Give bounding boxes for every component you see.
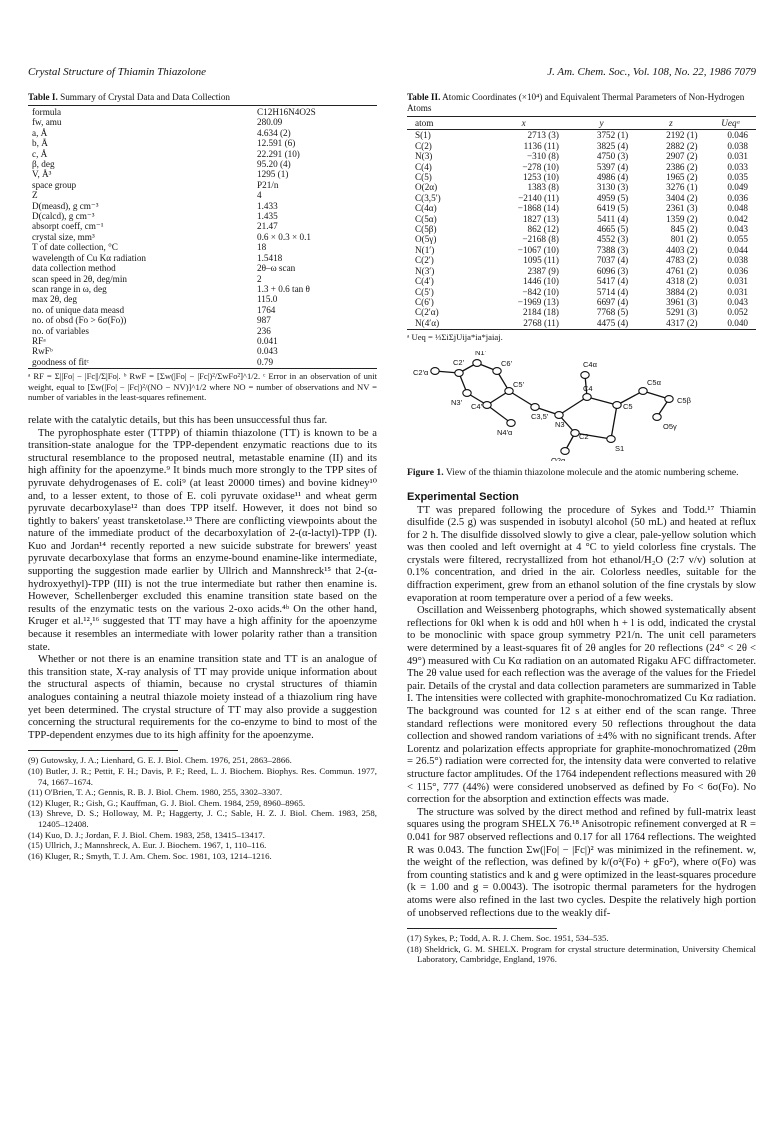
table2-row [407, 162, 756, 172]
table2-cell: 862 (12) [527, 224, 559, 235]
table2-cell: 801 (2) [670, 234, 698, 245]
table2-cell: 2387 (9) [527, 265, 559, 276]
footnote-rule-right [407, 928, 557, 929]
table1-row [28, 128, 377, 138]
table2-cell: 3825 (4) [596, 140, 629, 151]
table1-param: β, deg [32, 159, 55, 170]
table2-cell: 2907 (2) [666, 151, 698, 162]
reference-entry: (14) Kuo, D. J.; Jordan, F. J. Biol. Chem. 1983, 258, 13415–13417. [28, 829, 265, 840]
table2-cell: 0.055 [727, 234, 748, 245]
reference-entry: (13) Shreve, D. S.; Holloway, M. P.; Haggerty, J. C.; Sable, H. Z. J. Biol. Chem. 1983, 258, 12405–12408. [28, 808, 377, 829]
table2-header: Ueqᵃ [706, 117, 756, 130]
table2-cell: 7768 (5) [596, 307, 629, 318]
atom-label: C5' [513, 379, 525, 389]
table2-cell: 845 (2) [670, 224, 698, 235]
figure1-text: View of the thiamin thiazolone molecule and the atomic numbering scheme. [445, 466, 739, 478]
table2-row [407, 297, 756, 307]
table1-param: scan speed in 2θ, deg/min [32, 273, 127, 284]
atom-label: N4'α [497, 427, 513, 437]
atom-ellipse [507, 419, 515, 426]
table2-cell: 3276 (1) [666, 182, 698, 193]
table1-row [28, 284, 377, 294]
footnote-rule [28, 750, 178, 751]
table2-header: atom [407, 117, 480, 130]
table1-value: C12H16N4O2S [257, 107, 316, 117]
table1-value: 4 [257, 190, 262, 201]
right-references [407, 933, 756, 965]
table2-caption [407, 92, 756, 114]
table2-cell: 4317 (2) [666, 317, 698, 328]
table2-cell: 1446 (10) [522, 276, 559, 287]
table1-value: 0.6 × 0.3 × 0.1 [257, 231, 312, 242]
table1-value: 2θ–ω scan [257, 263, 296, 274]
table1-param: fw, amu [32, 117, 62, 128]
table1-value: 1.433 [257, 200, 278, 211]
table1-title: Summary of Crystal Data and Data Collection [60, 92, 231, 102]
table2-cell: 0.033 [727, 161, 748, 172]
experimental-paragraph-1: TT was prepared following the procedure of Sykes and Todd.¹⁷ Thiamin disulfide (2.5 g) was suspended in isobutyl alcohol (50 mL) and heated at reflux for 2 h. The disulfide dissolved slowly to give a clear, pale-yellow solution which was then cooled and left overnight at 4 °C to yield colorless fine crystals. The crystals were filtered, recrystallized from hot ethanol/H₂O (2:7 v/v) solution at 0.1% concentration, and dried in the air. Colorless needles, suitable for the diffraction experiment, grew from an ethanol solution of the fine crystals by slow evaporation at room temperature over a period of a few weeks. [407, 504, 756, 604]
table2-cell: −842 (10) [522, 286, 559, 297]
table1-row [28, 253, 377, 263]
table2-row [407, 203, 756, 213]
table1-value: 22.291 (10) [257, 148, 300, 159]
table1-row [28, 242, 377, 252]
table2-cell: −1969 (13) [517, 296, 559, 307]
atom-label: C5β [677, 395, 691, 405]
table2-cell: −1067 (10) [517, 244, 559, 255]
atom-ellipse [473, 359, 481, 366]
figure1-caption [407, 467, 756, 479]
table1-row [28, 326, 377, 336]
table1-param: D(measd), g cm⁻³ [32, 200, 99, 211]
table1-value: 0.043 [257, 346, 278, 357]
table2-footnote: ᵃ Ueq = ⅓ΣiΣjUija*ia*jaiaj. [407, 332, 503, 343]
table2-atom: N(1′) [415, 244, 435, 255]
table1-param: c, Å [32, 148, 48, 159]
table1-value: 4.634 (2) [257, 127, 291, 138]
molecule-figure [407, 351, 756, 461]
table1 [28, 105, 377, 369]
left-paragraph-2: The pyrophosphate ester (TTPP) of thiamin thiazolone (TT) is known to be a transition-state analogue for the TPP-dependent enzymatic reactions due to its structural resemblance to the proposed neutral, metastable enamine (II) and its high affinity for the apoenzyme.⁹ It binds much more strongly to the TPP sites of pyruvate dehydrogenases of E. coli⁹ (at least 20000 times) and bovine kidney¹⁰ and, to a lesser extent, to those of E. coli pyruvate oxidase¹¹ and wheat germ pyruvate decarboxylase¹² than does TPP itself. However, it does not bind so tightly to bakers' yeast transketolase.¹³ There are conflicting viewpoints about the nature of the immediate product of the decarboxylation of 2-(α-lactyl)-TPP (I). Kuo and Jordan¹⁴ recently reported a new suicide substrate for brewers' yeast pyruvate decarboxylase that forms an enzyme-bound enamine-like intermediate, supporting the suggestion made earlier by Ullrich and Mannshreck¹⁵ that 2-(α-hydroxyethyl)-TPP (III) is not the true intermediate but rather then enamine is. However, Schellenberger excluded this enamine transition state based on the results of the enzymatic tests on the various 2-oxo acids.⁴ᵇ On the other hand, Kruger et al.¹²,¹⁶ suggested that TT may have a high affinity for the apoenzyme because it resembles an intermediate with lower polarity rather than a transition state. [28, 427, 377, 653]
table2-cell: 1965 (2) [666, 172, 698, 183]
atom-ellipse [531, 403, 539, 410]
table2-cell: 0.031 [727, 286, 748, 297]
left-paragraph-3: Whether or not there is an enamine transition state and TT is an analogue of this transition state, X-ray analysis of TT may provide unique information about the structural aspects of thiamin, because no crystal structures of thiamin analogues containing a neutral thiazole moiety instead of a thiazolium ring have yet been determined. The crystal structure of TT may also provide a suggestion concerning the structural requirements for the co-enzyme to bind to most of the TPP-dependent enzymes due to its high affinity for the apoenzyme. [28, 654, 377, 741]
atom-label: C5 [623, 401, 633, 411]
table1-row [28, 180, 377, 190]
table2-cell: 5411 (4) [597, 213, 629, 224]
table2-row [407, 151, 756, 161]
table2-cell: −1868 (14) [517, 203, 559, 214]
table1-value: 18 [257, 242, 267, 253]
table1-param: max 2θ, deg [32, 294, 77, 305]
table1-row [28, 232, 377, 242]
atom-label: C4' [471, 401, 483, 411]
table2-cell: 0.038 [727, 140, 748, 151]
table1-param: RwFᵇ [32, 346, 53, 357]
table2-atom: C(4) [415, 161, 432, 172]
atom-ellipse [555, 411, 563, 418]
atom-label: C2'α [413, 367, 429, 377]
table2-atom: N(3′) [415, 265, 435, 276]
table2-cell: 0.040 [727, 317, 748, 328]
table2-row [407, 141, 756, 151]
table2-atom: C(4′) [415, 276, 434, 287]
table1-row [28, 263, 377, 273]
experimental-paragraph-2: Oscillation and Weissenberg photographs, which showed systematically absent reflections for 0kl when k is odd and h0l when h + l is odd, indicated the crystal to be monoclinic with space group symmetry P21/n. The unit cell parameters were determined by a least-squares fit of 2θ angles for 20 reflections (24° < 2θ < 49°) measured with Cu Kα radiation on an automated Rigaku AFC diffractometer. The 2θ value used for each reflection was the average of the values for the Friedel pair. Details of the crystal and data collection parameters are summarized in Table I. The intensities were collected with graphite-monochromatized Cu Kα radiation. The background was counted for 12 s at either end of the scan range. Three standard reflections were monitored every 50 reflections throughout the data collection and showed random variations of ±4% with no significant trends. After Lorentz and polarization effects appropriate for graphite-monochromatized (2θm = 26.5°) radiation were corrected for, the intensity data were converted to relative structure factor amplitudes. Of the 1764 independent reflections measured with 2θ < 115°, 777 (44%) were considered unobserved as defined by Fo < 6σ(Fo). No correction for the absorption and extinction effects was made. [407, 605, 756, 806]
table2-cell: 5714 (4) [596, 286, 629, 297]
table2-cell: 4986 (4) [596, 172, 629, 183]
reference-entry: (18) Sheldrick, G. M. SHELX. Program for crystal structure determination, University Chemical Laboratory, Cambridge, England, 1976. [407, 943, 756, 965]
table1-row [28, 159, 377, 169]
table2-cell: 0.052 [727, 307, 748, 318]
table2-header: y [567, 117, 636, 130]
table1-value: 1.5418 [257, 252, 283, 263]
table2-cell: 0.043 [727, 224, 748, 235]
table1-row [28, 117, 377, 127]
table2-cell: −2168 (8) [522, 234, 559, 245]
table2-cell: 6096 (3) [596, 265, 629, 276]
atom-ellipse [455, 369, 463, 376]
table1-row [28, 201, 377, 211]
table1-param: no. of variables [32, 325, 89, 336]
table2-cell: 0.031 [727, 276, 748, 287]
table2-cell: 1359 (2) [666, 213, 698, 224]
table1-value: 95.20 (4) [257, 159, 291, 170]
bond [487, 405, 511, 423]
atom-ellipse [431, 367, 439, 374]
table1-label: Table I. [28, 92, 58, 102]
table1-row [28, 211, 377, 221]
experimental-paragraph-3: The structure was solved by the direct method and refined by full-matrix least squares using the program SHELX 76.¹⁸ Anisotropic refinement converged at R = 0.041 for 987 observed reflections and 0.17 for all 1764 reflections. The weighted R was 0.043. The function Σw(|Fo| − |Fc|)² was minimized in the refinement. w, the weight of the reflection, was defined by k/(σ²(Fo) + gFo²), where σ(Fo) was from counting statistics and k and g were optimized in the least-squares procedure (k = 1.00 and g = 0.0043). The isotropic thermal parameters for the hydrogen atoms were also refined in the last two cycles. Despite the relatively high portion of unobserved reflections due to the weakly dif- [407, 806, 756, 919]
table1-value: 12.591 (6) [257, 138, 296, 149]
reference-entry: (17) Sykes, P.; Todd, A. R. J. Chem. Soc. 1951, 534–535. [407, 933, 609, 944]
reference-entry: (12) Kluger, R.; Gish, G.; Kauffman, G. J. Biol. Chem. 1984, 259, 8960–8965. [28, 797, 306, 808]
table2-header: z [636, 117, 705, 130]
table1-param: wavelength of Cu Kα radiation [32, 252, 147, 263]
atom-label: C2 [579, 431, 589, 441]
table1-row [28, 346, 377, 356]
table1-row [28, 221, 377, 231]
table1-param: a, Å [32, 127, 48, 138]
table1-param: goodness of fitᶜ [32, 356, 89, 367]
table2-row [407, 214, 756, 224]
atom-ellipse [607, 435, 615, 442]
table1-row [28, 336, 377, 346]
atom-label: S1 [615, 443, 625, 453]
table2-cell: 7037 (4) [596, 255, 629, 266]
table1-row [28, 294, 377, 304]
table2-cell: 0.035 [727, 172, 748, 183]
table2-row [407, 307, 756, 317]
table1-value: 2 [257, 273, 262, 284]
left-references [28, 755, 377, 861]
reference-entry: (16) Kluger, R.; Smyth, T. J. Am. Chem. Soc. 1981, 103, 1214–1216. [28, 850, 272, 861]
table2-atom: C(5α) [415, 213, 437, 224]
reference-entry: (10) Butler, J. R.; Pettit, F. H.; Davis, P. F.; Reed, L. J. Biochem. Biophys. Res. Commun. 1977, 74, 1667–1674. [28, 765, 377, 787]
table2-cell: −278 (10) [522, 161, 559, 172]
table2-cell: 0.046 [727, 130, 748, 141]
reference-entry: (9) Gutowsky, J. A.; Lienhard, G. E. J. Biol. Chem. 1976, 251, 2863–2866. [28, 755, 292, 766]
bond [559, 397, 587, 415]
running-header-journal: J. Am. Chem. Soc., Vol. 108, No. 22, 1986 7079 [547, 66, 756, 78]
table2-atom: C(3,5′) [415, 192, 441, 203]
table2-row [407, 287, 756, 297]
atom-ellipse [583, 393, 591, 400]
table2-cell: 4552 (3) [596, 234, 629, 245]
bond [611, 405, 617, 439]
table1-row [28, 138, 377, 148]
table1-value: 1764 [257, 304, 276, 315]
table2-cell: 3404 (2) [666, 192, 698, 203]
table2-cell: 6697 (4) [596, 296, 629, 307]
atom-label: N3 [555, 419, 565, 429]
table2-cell: 1136 (11) [523, 140, 559, 151]
molecule-diagram [407, 351, 756, 461]
bond [509, 391, 535, 407]
atom-label: C4α [583, 359, 597, 369]
table1-param: no. of obsd (Fo > 6σ(Fo)) [32, 315, 127, 326]
table2-atom: C(6′) [415, 296, 434, 307]
table1-value: 987 [257, 315, 271, 326]
table1-param: b, Å [32, 138, 48, 149]
table2-cell: 4403 (2) [666, 244, 698, 255]
table2-cell: 1095 (11) [523, 255, 559, 266]
experimental-heading: Experimental Section [407, 490, 519, 503]
table1-row [28, 305, 377, 315]
table2-atom: C(2) [415, 140, 432, 151]
table1-row [28, 106, 377, 118]
table2-row [407, 172, 756, 182]
table2-cell: −310 (8) [526, 151, 559, 162]
table2-cell: 3961 (3) [666, 296, 698, 307]
atom-label: C5α [647, 377, 661, 387]
table2-cell: 2713 (3) [527, 130, 559, 141]
table2 [407, 116, 756, 330]
table2-header: x [480, 117, 567, 130]
left-column [28, 92, 377, 861]
table2-cell: −2140 (11) [518, 192, 559, 203]
table1-value: 1295 (1) [257, 169, 289, 180]
table1-param: D(calcd), g cm⁻³ [32, 211, 95, 222]
table2-row [407, 130, 756, 141]
table1-value: 0.79 [257, 356, 274, 367]
table1-param: V, Å³ [32, 169, 52, 180]
atom-ellipse [483, 401, 491, 408]
table2-atom: S(1) [415, 130, 431, 141]
table1-param: formula [32, 107, 62, 117]
table2-cell: 2768 (11) [523, 317, 559, 328]
table1-footnote: ᵃ RF = Σ||Fo| − |Fc||/Σ|Fo|. ᵇ RwF = [Σw(|Fo| − |Fc|)²/ΣwFo²]^1/2. ᶜ Error in an observation of unit weight, equal to [Σw(|Fo| − |Fc|)²/(NO − NV)]^1/2 where NO = number of observations and NV = number of variables in the least-squares refinement. [28, 371, 377, 403]
table2-row [407, 276, 756, 286]
table2-cell: 5397 (4) [596, 161, 629, 172]
table2-cell: 4761 (2) [666, 265, 698, 276]
table2-cell: 3130 (3) [596, 182, 629, 193]
table1-param: no. of unique data measd [32, 304, 125, 315]
atom-label: C3,5' [531, 411, 549, 421]
table2-cell: 1827 (13) [522, 213, 559, 224]
table1-value: 115.0 [257, 294, 278, 305]
table1-value: 1.3 + 0.6 tan θ [257, 283, 310, 294]
table1-param: absorpt coeff, cm⁻¹ [32, 221, 104, 232]
table1-param: space group [32, 179, 77, 190]
table2-cell: 5291 (3) [666, 307, 698, 318]
atom-label: N3' [451, 397, 463, 407]
table2-cell: 2882 (2) [666, 140, 698, 151]
table1-param: RFᵃ [32, 335, 46, 346]
table2-cell: 2386 (2) [666, 161, 698, 172]
table2-cell: 6419 (5) [596, 203, 629, 214]
table1-row [28, 357, 377, 369]
reference-entry: (15) Ullrich, J.; Mannshreck, A. Eur. J. Biochem. 1967, 1, 110–116. [28, 840, 267, 851]
table1-param: crystal size, mm³ [32, 231, 95, 242]
table1-value: 236 [257, 325, 271, 336]
table2-cell: 4475 (4) [596, 317, 629, 328]
table2-row [407, 193, 756, 203]
table1-param: T of date collection, °C [32, 242, 118, 253]
table2-cell: 0.031 [727, 151, 748, 162]
right-column [407, 92, 756, 965]
table2-atom: C(5′) [415, 286, 434, 297]
table1-value: 1.435 [257, 211, 278, 222]
table2-row [407, 234, 756, 244]
table2-atom: N(4′α) [415, 317, 440, 328]
table2-row [407, 245, 756, 255]
table2-cell: 3884 (2) [666, 286, 698, 297]
table2-cell: 4783 (2) [666, 255, 698, 266]
table1-row [28, 149, 377, 159]
atom-label: C4 [583, 383, 593, 393]
atom-ellipse [639, 387, 647, 394]
table2-row [407, 224, 756, 234]
atom-ellipse [613, 401, 621, 408]
table2-cell: 5417 (4) [596, 276, 629, 287]
table2-cell: 1383 (8) [527, 182, 559, 193]
table2-cell: 3752 (1) [596, 130, 629, 141]
table2-atom: C(2′α) [415, 307, 439, 318]
table1-caption [28, 92, 377, 103]
table2-cell: 7388 (3) [596, 244, 629, 255]
table1-param: scan range in ω, deg [32, 283, 107, 294]
running-header-title: Crystal Structure of Thiamin Thiazolone [28, 66, 207, 78]
table2-atom: C(5β) [415, 224, 437, 235]
atom-label: C6' [501, 358, 513, 368]
table1-row [28, 190, 377, 200]
atom-label: O5γ [663, 421, 677, 431]
table2-cell: 4665 (5) [596, 224, 629, 235]
atom-ellipse [463, 389, 471, 396]
table2-cell: 2361 (3) [666, 203, 698, 214]
table2-atom: C(4α) [415, 203, 437, 214]
table2-row [407, 266, 756, 276]
table2-cell: 0.038 [727, 255, 748, 266]
table2-row [407, 255, 756, 265]
table2-label: Table II. [407, 92, 441, 102]
atom-ellipse [653, 413, 661, 420]
table2-cell: 2192 (1) [666, 130, 698, 141]
table1-param: Z [32, 190, 38, 201]
atom-ellipse [581, 371, 589, 378]
table1-value: 280.09 [257, 117, 283, 128]
table2-atom: N(3) [415, 151, 433, 162]
table2-title: Atomic Coordinates (×10⁴) and Equivalent Thermal Parameters of Non-Hydrogen Atoms [407, 92, 745, 113]
table1-value: 0.041 [257, 335, 278, 346]
table2-atom: C(5) [415, 172, 432, 183]
table2-cell: 0.036 [727, 265, 748, 276]
reference-entry: (11) O'Brien, T. A.; Gennis, R. B. J. Biol. Chem. 1980, 255, 3302–3307. [28, 787, 283, 798]
table2-cell: 0.048 [727, 203, 748, 214]
atom-label: C2' [453, 357, 465, 367]
table1-row [28, 274, 377, 284]
atom-ellipse [561, 447, 569, 454]
table2-cell: 2184 (18) [522, 307, 559, 318]
table1-row [28, 315, 377, 325]
table2-cell: 0.044 [727, 244, 748, 255]
atom-ellipse [505, 387, 513, 394]
table2-cell: 0.042 [727, 213, 748, 224]
table2-atom: C(2′) [415, 255, 434, 266]
atom-ellipse [571, 429, 579, 436]
atom-ellipse [493, 367, 501, 374]
table2-atom: O(2α) [415, 182, 438, 193]
table2-atom: O(5γ) [415, 234, 437, 245]
atom-label: N1' [475, 350, 487, 357]
table1-param: data collection method [32, 263, 116, 274]
table2-cell: 1253 (10) [522, 172, 559, 183]
table2-cell: 0.036 [727, 192, 748, 203]
table1-value: P21/n [257, 179, 279, 190]
left-paragraph-1: relate with the catalytic details, but this has been unsuccessful thus far. [28, 414, 328, 426]
atom-label: O2α [551, 455, 566, 461]
atom-ellipse [665, 395, 673, 402]
table2-cell: 0.043 [727, 296, 748, 307]
figure1-label: Figure 1. [407, 466, 444, 478]
table2-cell: 4959 (5) [596, 192, 629, 203]
table1-value: 21.47 [257, 221, 278, 232]
table2-cell: 4318 (2) [666, 276, 698, 287]
table2-cell: 0.049 [727, 182, 748, 193]
table2-row [407, 182, 756, 192]
table2-cell: 4750 (3) [596, 151, 629, 162]
table2-row [407, 318, 756, 330]
table1-row [28, 169, 377, 179]
